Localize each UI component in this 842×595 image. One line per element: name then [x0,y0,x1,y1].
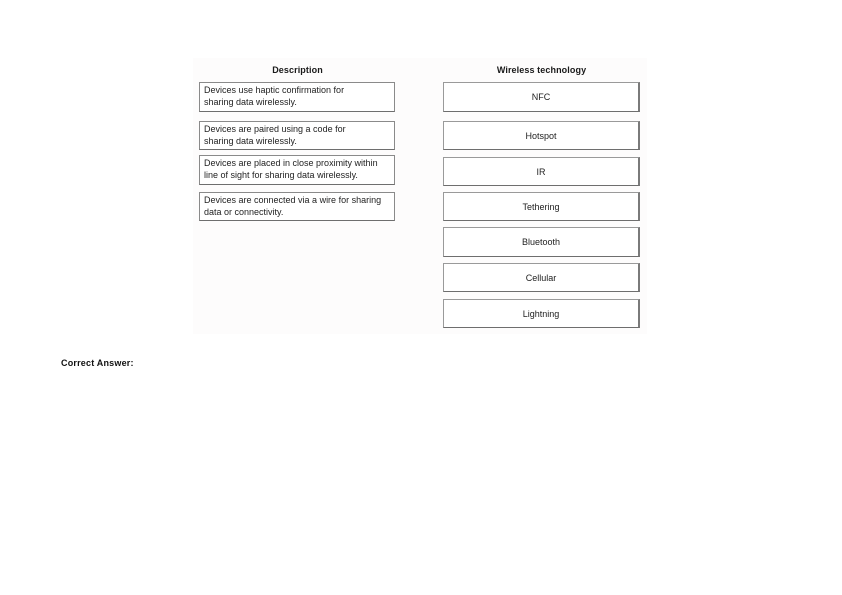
technology-item-tethering[interactable]: Tethering [443,192,640,221]
technology-item-hotspot[interactable]: Hotspot [443,121,640,150]
technology-item-bluetooth[interactable]: Bluetooth [443,227,640,257]
technology-item-nfc[interactable]: NFC [443,82,640,112]
description-text-line: data or connectivity. [204,206,284,217]
description-text-line: Devices are connected via a wire for sharing [204,195,382,205]
description-text-line: sharing data wirelessly. [204,135,297,146]
description-text-line: sharing data wirelessly. [204,96,297,107]
description-text-line: Devices are placed in close proximity within [204,158,378,168]
description-text-line: Devices are paired using a code for [204,124,346,134]
description-text-line: line of sight for sharing data wirelessly. [204,169,358,180]
description-item-2[interactable] [199,121,395,150]
technology-item-lightning[interactable]: Lightning [443,299,640,328]
technology-item-ir[interactable]: IR [443,157,640,186]
description-item-4[interactable] [199,192,395,221]
description-item-3[interactable] [199,155,395,185]
correct-answer-label: Correct Answer: [61,358,134,368]
technology-item-cellular[interactable]: Cellular [443,263,640,292]
description-text-line: Devices use haptic confirmation for [204,85,345,95]
description-item-1[interactable] [199,82,395,112]
description-column-header: Description [272,65,323,75]
technology-column-header: Wireless technology [496,65,587,75]
